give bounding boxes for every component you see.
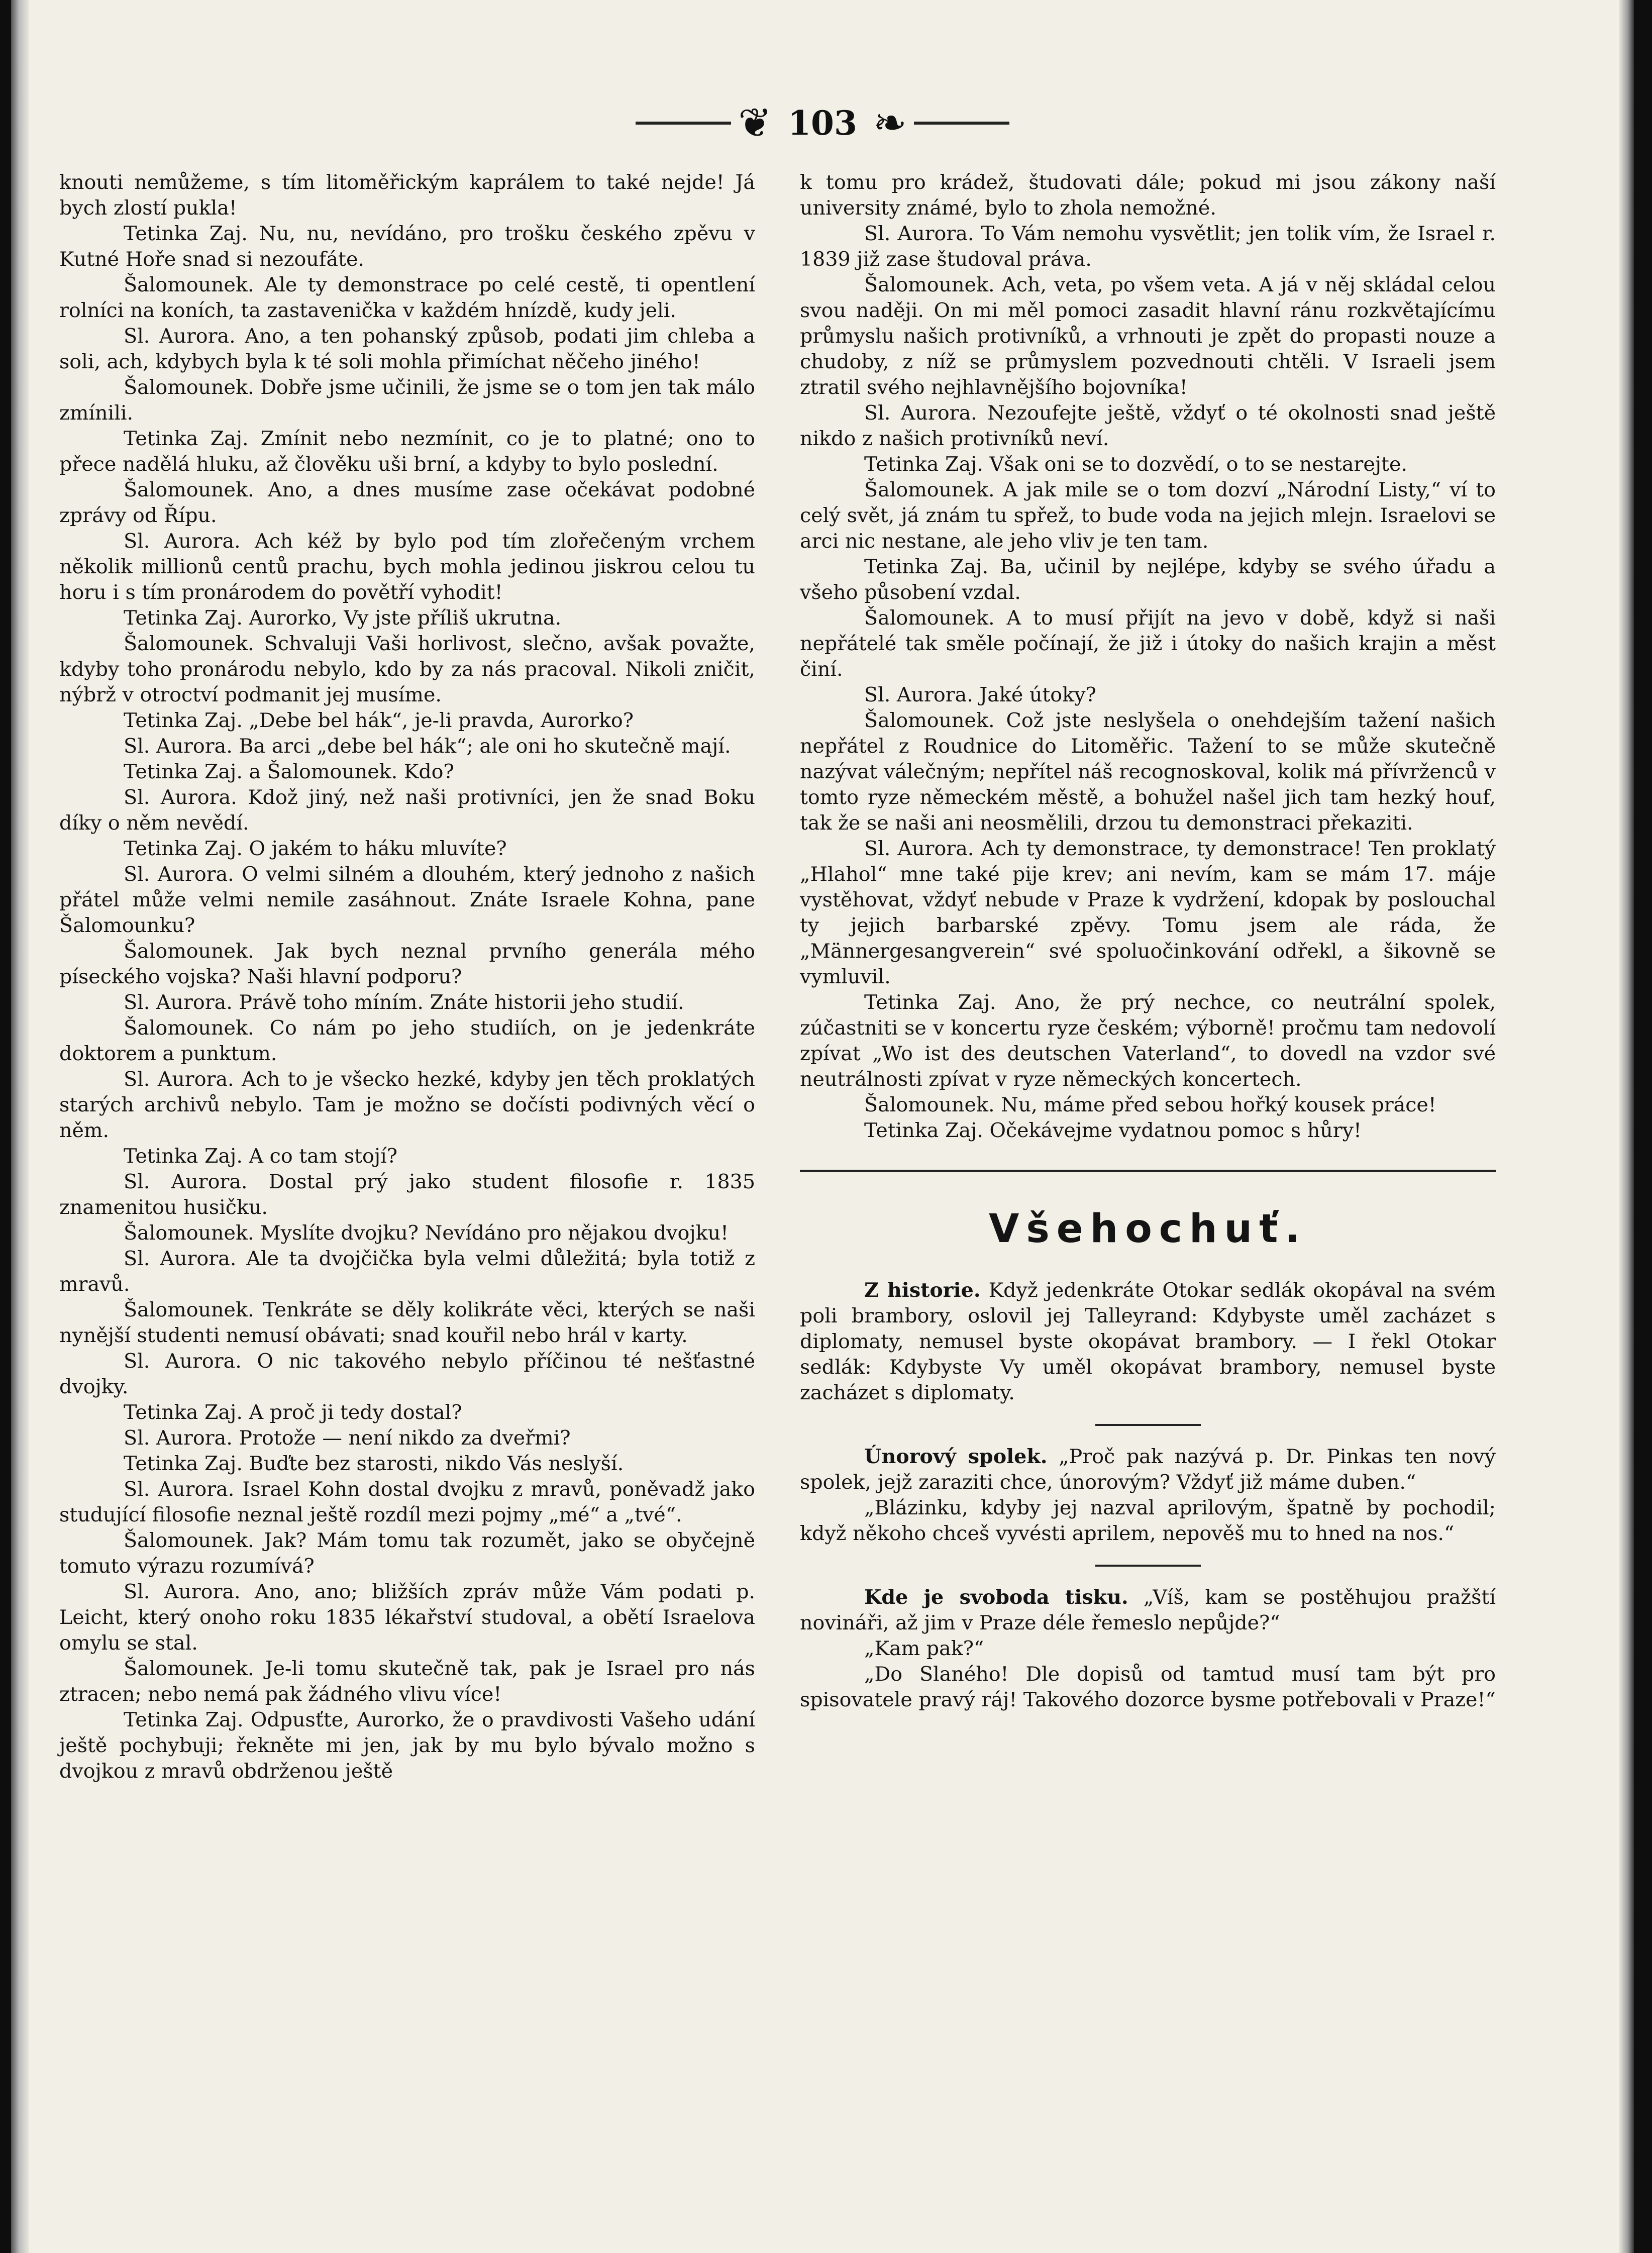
section-item [800, 1636, 1496, 1662]
dialogue-paragraph: Sl. Aurora. Israel Kohn dostal dvojku z mravů, poněvadž jako studující filosofie neznal ještě rozdíl mezi pojmy „mé“ a „tvé“. [59, 1478, 755, 1526]
dialogue-paragraph: Sl. Aurora. Ach kéž by bylo pod tím zlořečeným vrchem několik millionů centů prachu, bych mohla jedinou jiskrou celou tu horu i s tím pronárodem do povětří vyhodit! [59, 530, 755, 604]
item-runin-title: Únorový spolek. [864, 1445, 1048, 1468]
dialogue-paragraph: Sl. Aurora. Dostal prý jako student filosofie r. 1835 znamenitou husičku. [59, 1170, 755, 1219]
dialogue-paragraph: Sl. Aurora. To Vám nemohu vysvětlit; jen tolik vím, že Israel r. 1839 již zase študoval práva. [800, 222, 1496, 271]
section-item [800, 1495, 1496, 1547]
dialogue-paragraph: Tetinka Zaj. Ba, učinil by nejlépe, kdyby se svého úřadu a všeho působení vzdal. [800, 555, 1496, 604]
item-text: „Proč pak nazývá p. Dr. Pinkas ten nový spolek, jejž zaraziti chce, únorovým? Vždyť již máme duben.“ [800, 1445, 1496, 1494]
dialogue-paragraph: Tetinka Zaj. A co tam stojí? [124, 1145, 398, 1168]
ornament-left-icon: ❦ [738, 99, 772, 146]
dialogue-paragraph: Šalomounek. Ach, veta, po všem veta. A já v něj skládal celou svou naději. On mi měl pomoci zasadit hlavní ránu rozkvětajícímu průmyslu našich protivníků, a vrhnouti je zpět do propasti nouze a chudoby, z níž se průmyslem pozvednouti chtěli. V Israeli jsem ztratil svého nejhlavnějšího bojovníka! [800, 273, 1496, 399]
dialogue-paragraph: Tetinka Zaj. Odpusťte, Aurorko, že o pravdivosti Vašeho udání ještě pochybuji; řekněte mi jen, jak by mu bylo bývalo možno s dvojkou z mravů obdrženou ještě [59, 1708, 755, 1783]
header-rule-left [636, 122, 731, 125]
dialogue-paragraph: Sl. Aurora. O velmi silném a dlouhém, který jednoho z našich přátel může velmi nemile zasáhnout. Znáte Israele Kohna, pane Šalomounku? [59, 863, 755, 937]
dialogue-paragraph: Šalomounek. A to musí přijít na jevo v době, když si naši nepřátelé tak směle počínají, že již i útoky do našich krajin a měst činí. [800, 606, 1496, 681]
ornament-right-icon: ❧ [873, 99, 907, 146]
page-header [11, 100, 1634, 146]
item-text: „Kam pak?“ [864, 1637, 984, 1660]
dialogue-paragraph: Tetinka Zaj. „Debe bel hák“, je-li pravda, Aurorko? [124, 709, 634, 732]
book-spine [11, 0, 29, 2253]
item-text: „Do Slaného! Dle dopisů od tamtud musí tam být pro spisovatele pravý ráj! Takového dozorce bysme potřebovali v Praze!“ [800, 1663, 1496, 1711]
section-item [800, 1444, 1496, 1495]
dialogue-paragraph: Sl. Aurora. Ba arci „debe bel hák“; ale oni ho skutečně mají. [124, 735, 731, 758]
dialogue-paragraph: Tetinka Zaj. Očekávejme vydatnou pomoc s hůry! [864, 1119, 1362, 1142]
dialogue-paragraph: Sl. Aurora. Ano, ano; bližších zpráv může Vám podati p. Leicht, který onoho roku 1835 lékařství studoval, a obětí Israelova omylu se stal. [59, 1580, 755, 1655]
dialogue-paragraph: Sl. Aurora. Jaké útoky? [864, 683, 1096, 706]
item-text: Když jedenkráte Otokar sedlák okopával na svém poli brambory, oslovil jej Talleyrand: Kdybyste uměl zacházet s diplomaty, nemusel byste okopávat brambory. — I řekl Otokar sedlák: Kdybyste Vy uměl okopávat brambory, nemusel byste zacházet s diplomaty. [800, 1279, 1496, 1404]
section-divider [800, 1170, 1496, 1172]
dialogue-paragraph: Sl. Aurora. Protože — není nikdo za dveřmi? [124, 1426, 571, 1450]
dialogue-paragraph: Šalomounek. Ale ty demonstrace po celé cestě, ti opentlení rolníci na koních, ta zastavenička v každém hnízdě, kudy jeli. [59, 273, 755, 322]
dialogue-paragraph: Šalomounek. Tenkráte se děly kolikráte věci, kterých se naši nynější studenti nemusí obávati; snad kouřil nebo hrál v karty. [59, 1298, 755, 1347]
dialogue-paragraph: Sl. Aurora. Nezoufejte ještě, vždyť o té okolnosti snad ještě nikdo z našich protivníků neví. [800, 401, 1496, 450]
dialogue-paragraph: Šalomounek. A jak mile se o tom dozví „Národní Listy,“ ví to celý svět, já znám tu spřež, to bude voda na jejich mlejn. Israelovi se arci nic nestane, ale jeho vliv je ten tam. [800, 478, 1496, 553]
newspaper-page [11, 0, 1634, 2253]
dialogue-paragraph: Sl. Aurora. Právě toho míním. Znáte historii jeho studií. [124, 991, 684, 1014]
section-item [800, 1662, 1496, 1713]
item-text: „Blázinku, kdyby jej nazval aprilovým, špatně by pochodil; když někoho chceš vyvésti aprilem, nepověš mu to hned na nos.“ [800, 1496, 1496, 1545]
page-number: 103 [788, 104, 857, 143]
section-items [800, 1278, 1496, 1713]
item-text: „Víš, kam se postěhujou pražští novináři, až jim v Praze déle řemeslo nepůjde?“ [800, 1586, 1496, 1634]
page-edge [1619, 0, 1634, 2253]
item-divider [1095, 1565, 1201, 1567]
item-runin-title: Kde je svoboda tisku. [864, 1586, 1128, 1609]
section-item [800, 1585, 1496, 1636]
dialogue-paragraph: Šalomounek. Což jste neslyšela o onehdejším tažení našich nepřátel z Roudnice do Litoměřic. Tažení to se může skutečně nazývat válečným; nepřítel náš recognoskoval, kolik má přívrženců v tomto ryze německém městě, a bohužel našel jich tam hezký houf, tak že se naši ani neosmělili, drzou tu demonstraci překaziti. [800, 709, 1496, 835]
dialogue-paragraph: knouti nemůžeme, s tím litoměřickým kaprálem to také nejde! Já bych zlostí pukla! [59, 171, 755, 220]
dialogue-paragraph: Šalomounek. Jak? Mám tomu tak rozumět, jako se obyčejně tomuto výrazu rozumívá? [59, 1529, 755, 1578]
dialogue-paragraph: k tomu pro krádež, študovati dále; pokud mi jsou zákony naší university známé, bylo to zhola nemožné. [800, 171, 1496, 220]
dialogue-paragraph: Šalomounek. Myslíte dvojku? Nevídáno pro nějakou dvojku! [124, 1221, 729, 1245]
item-divider [1095, 1424, 1201, 1426]
left-column [59, 170, 755, 1784]
dialogue-paragraph: Šalomounek. Schvaluji Vaši horlivost, slečno, avšak považte, kdyby toho pronárodu nebylo, kdo by za nás pracoval. Nikoli zničit, nýbrž v otroctví podmanit jej musíme. [59, 632, 755, 706]
section-title: Všehochuť. [988, 1206, 1307, 1252]
dialogue-paragraph: Tetinka Zaj. Však oni se to dozvědí, o to se nestarejte. [864, 453, 1407, 476]
dialogue-paragraph: Tetinka Zaj. Nu, nu, nevídáno, pro trošku českého zpěvu v Kutné Hoře snad si nezoufáte. [59, 222, 755, 271]
dialogue-paragraph: Tetinka Zaj. Buďte bez starosti, nikdo Vás neslyší. [124, 1452, 624, 1475]
dialogue-paragraph: Sl. Aurora. Ano, a ten pohanský způsob, podati jim chleba a soli, ach, kdybych byla k té soli mohla přimíchat něčeho jiného! [59, 325, 755, 373]
right-dialogue [800, 170, 1496, 1144]
dialogue-paragraph: Sl. Aurora. Ach to je všecko hezké, kdyby jen těch proklatých starých archivů nebylo. Tam je možno se dočísti podivných věcí o něm. [59, 1068, 755, 1142]
item-runin-title: Z historie. [864, 1279, 981, 1302]
dialogue-paragraph: Tetinka Zaj. A proč ji tedy dostal? [124, 1401, 462, 1424]
dialogue-paragraph: Šalomounek. Nu, máme před sebou hořký kousek práce! [864, 1093, 1436, 1116]
dialogue-paragraph: Tetinka Zaj. a Šalomounek. Kdo? [124, 760, 454, 783]
dialogue-paragraph: Tetinka Zaj. O jakém to háku mluvíte? [124, 837, 507, 860]
dialogue-paragraph: Sl. Aurora. Ach ty demonstrace, ty demonstrace! Ten proklatý „Hlahol“ mne také pije krev; ani nevím, kam se mám 17. máje vystěhovat, vždyť nebude v Praze k vydržení, kdopak by poslouchal ty jejich barbarské zpěvy. Tomu jsem ale ráda, že „Männergesangverein“ své spoluočinkování odřekl, a šikovně se vymluvil. [800, 837, 1496, 988]
dialogue-paragraph: Šalomounek. Co nám po jeho studiích, on je jedenkráte doktorem a punktum. [59, 1016, 755, 1065]
dialogue-paragraph: Šalomounek. Je-li tomu skutečně tak, pak je Israel pro nás ztracen; nebo nemá pak žádného vlivu více! [59, 1657, 755, 1706]
dialogue-paragraph: Tetinka Zaj. Aurorko, Vy jste příliš ukrutna. [124, 606, 562, 630]
right-column [800, 170, 1496, 1713]
dialogue-paragraph: Sl. Aurora. Ale ta dvojčička byla velmi důležitá; byla totiž z mravů. [59, 1247, 755, 1296]
section-item [800, 1278, 1496, 1406]
dialogue-paragraph: Tetinka Zaj. Zmínit nebo nezmínit, co je to platné; ono to přece nadělá hluku, až člověku uši brní, a kdyby to bylo poslední. [59, 427, 755, 476]
dialogue-paragraph: Sl. Aurora. Kdož jiný, než naši protivníci, jen že snad Boku díky o něm nevědí. [59, 786, 755, 835]
dialogue-paragraph: Šalomounek. Jak bych neznal prvního generála mého píseckého vojska? Naši hlavní podporu? [59, 940, 755, 988]
dialogue-paragraph: Šalomounek. Ano, a dnes musíme zase očekávat podobné zprávy od Řípu. [59, 478, 755, 527]
dialogue-paragraph: Tetinka Zaj. Ano, že prý nechce, co neutrální spolek, zúčastniti se v koncertu ryze českém; výborně! pročmu tam nedovolí zpívat „Wo ist des deutschen Vaterland“, to dovedl na vzdor své neutrálnosti zpívat v ryze německých koncertech. [800, 991, 1496, 1091]
dialogue-paragraph: Šalomounek. Dobře jsme učinili, že jsme se o tom jen tak málo zmínili. [59, 376, 755, 425]
dialogue-paragraph: Sl. Aurora. O nic takového nebylo příčinou té nešťastné dvojky. [59, 1350, 755, 1398]
header-rule-right [914, 122, 1009, 125]
